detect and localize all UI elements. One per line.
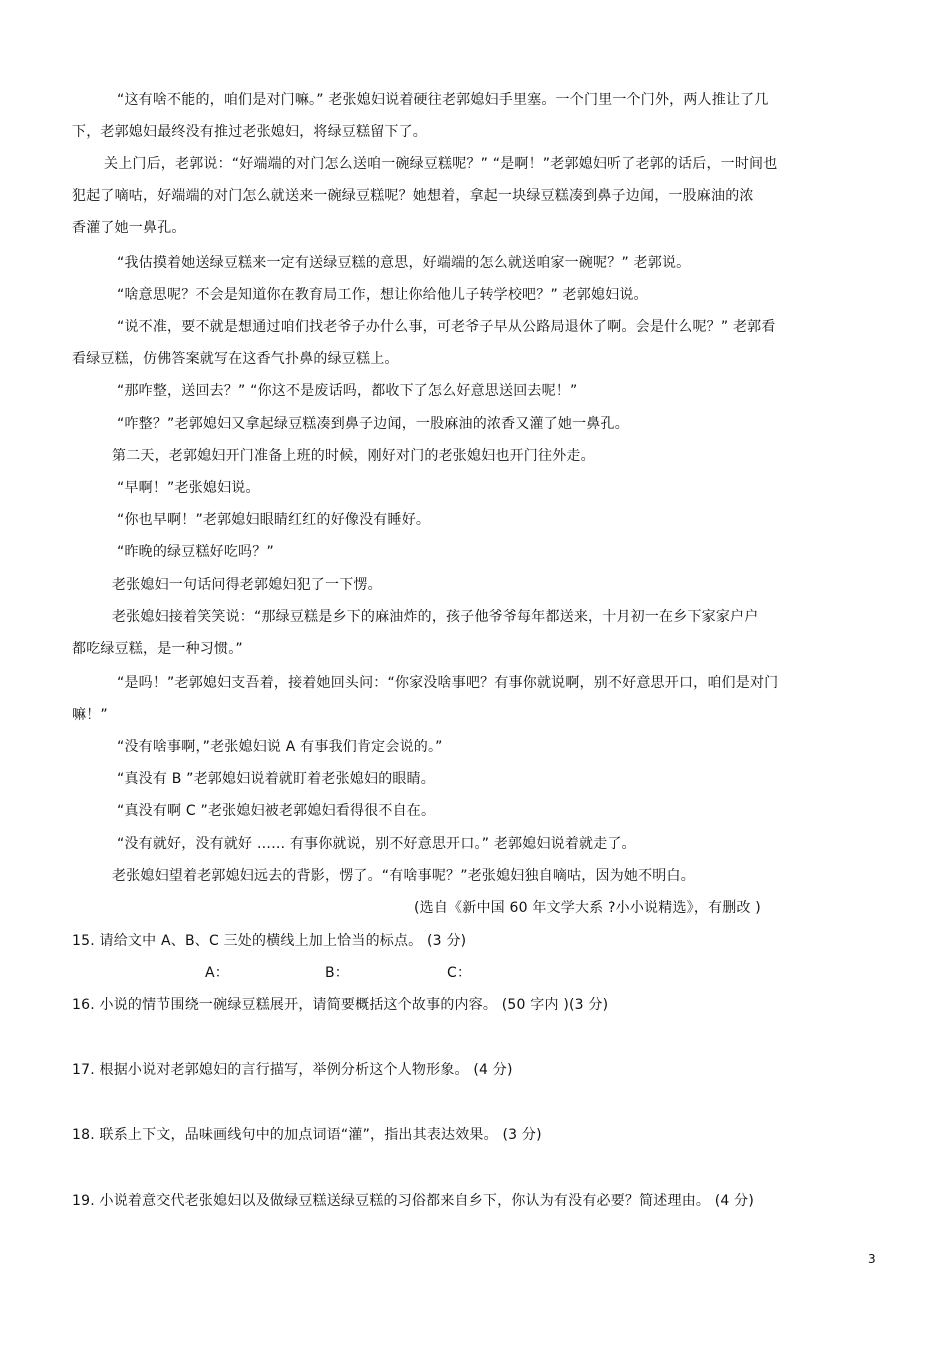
paragraph-line: “是吗！”老郭媳妇支吾着，接着她回头问：“你家没啥事吧？有事你就说啊，别不好意思开口，咱们是对门 xyxy=(117,675,779,691)
question-15: 15. 请给文中 A、B、C 三处的横线上加上恰当的标点。 (3 分) xyxy=(72,933,467,949)
answer-label-c: C： xyxy=(447,965,472,981)
paragraph-line: “咋整？”老郭媳妇又拿起绿豆糕凑到鼻子边闻，一股麻油的浓香又灌了她一鼻孔。 xyxy=(117,416,629,432)
paragraph-line: “说不准，要不就是想通过咱们找老爷子办什么事，可老爷子早从公路局退休了啊。会是什么呢？” 老郭看 xyxy=(117,319,776,335)
question-16: 16. 小说的情节围绕一碗绿豆糕展开，请简要概括这个故事的内容。 (50 字内 )(3 分) xyxy=(72,997,609,1013)
paragraph-line: “这有啥不能的，咱们是对门嘛。” 老张媳妇说着硬往老郭媳妇手里塞。一个门里一个门外，两人推让了几 xyxy=(117,92,769,108)
paragraph-line: 香灌了她一鼻孔。 xyxy=(72,220,186,236)
paragraph-line: 老张媳妇一句话问得老郭媳妇犯了一下愣。 xyxy=(112,577,382,593)
answer-label-b: B： xyxy=(325,965,350,981)
paragraph-line: “昨晚的绿豆糕好吃吗？” xyxy=(117,544,274,560)
source-citation: (选自《新中国 60 年文学大系 ?小小说精选》，有删改 ) xyxy=(414,900,761,916)
paragraph-line: 都吃绿豆糕，是一种习惯。” xyxy=(72,641,243,657)
paragraph-line: “你也早啊！”老郭媳妇眼睛红红的好像没有睡好。 xyxy=(117,512,431,528)
paragraph-line: 老张媳妇望着老郭媳妇远去的背影，愣了。“有啥事呢？”老张媳妇独自嘀咕，因为她不明白。 xyxy=(112,868,695,884)
paragraph-line: “没有啥事啊，”老张媳妇说 A 有事我们肯定会说的。” xyxy=(117,739,443,755)
paragraph-line: 下，老郭媳妇最终没有推过老张媳妇，将绿豆糕留下了。 xyxy=(72,124,427,140)
paragraph-line: 第二天，老郭媳妇开门准备上班的时候，刚好对门的老张媳妇也开门往外走。 xyxy=(112,448,595,464)
paragraph-line: “那咋整，送回去？” “你这不是废话吗，都收下了怎么好意思送回去呢！” xyxy=(117,383,578,399)
question-18: 18. 联系上下文，品味画线句中的加点词语“灌”，指出其表达效果。 (3 分) xyxy=(72,1127,542,1143)
paragraph-line: “没有就好，没有就好 …… 有事你就说，别不好意思开口。” 老郭媳妇说着就走了。 xyxy=(117,836,636,852)
question-17: 17. 根据小说对老郭媳妇的言行描写，举例分析这个人物形象。 (4 分) xyxy=(72,1062,513,1078)
page-number: 3 xyxy=(868,1252,876,1266)
paragraph-line: 犯起了嘀咕，好端端的对门怎么就送来一碗绿豆糕呢？她想着，拿起一块绿豆糕凑到鼻子边闻，一股麻油的浓 xyxy=(72,188,754,204)
paragraph-line: 老张媳妇接着笑笑说：“那绿豆糕是乡下的麻油炸的，孩子他爷爷每年都送来，十月初一在乡下家家户户 xyxy=(112,609,759,625)
question-19: 19. 小说着意交代老张媳妇以及做绿豆糕送绿豆糕的习俗都来自乡下，你认为有没有必要？简述理由。 (4 分) xyxy=(72,1193,755,1209)
paragraph-line: “啥意思呢？不会是知道你在教育局工作，想让你给他儿子转学校吧？” 老郭媳妇说。 xyxy=(117,287,648,303)
paragraph-line: 关上门后，老郭说：“好端端的对门怎么送咱一碗绿豆糕呢？” “是啊！”老郭媳妇听了老郭的话后，一时间也 xyxy=(104,156,778,172)
paragraph-line: “早啊！”老张媳妇说。 xyxy=(117,480,260,496)
paragraph-line: 嘛！” xyxy=(72,707,108,723)
paragraph-line: “真没有 B ”老郭媳妇说着就盯着老张媳妇的眼睛。 xyxy=(117,771,436,787)
answer-label-a: A： xyxy=(205,965,229,981)
paragraph-line: 看绿豆糕，仿佛答案就写在这香气扑鼻的绿豆糕上。 xyxy=(72,351,399,367)
paragraph-line: “真没有啊 C ”老张媳妇被老郭媳妇看得很不自在。 xyxy=(117,803,436,819)
paragraph-line: “我估摸着她送绿豆糕来一定有送绿豆糕的意思，好端端的怎么就送咱家一碗呢？” 老郭说。 xyxy=(117,255,691,271)
